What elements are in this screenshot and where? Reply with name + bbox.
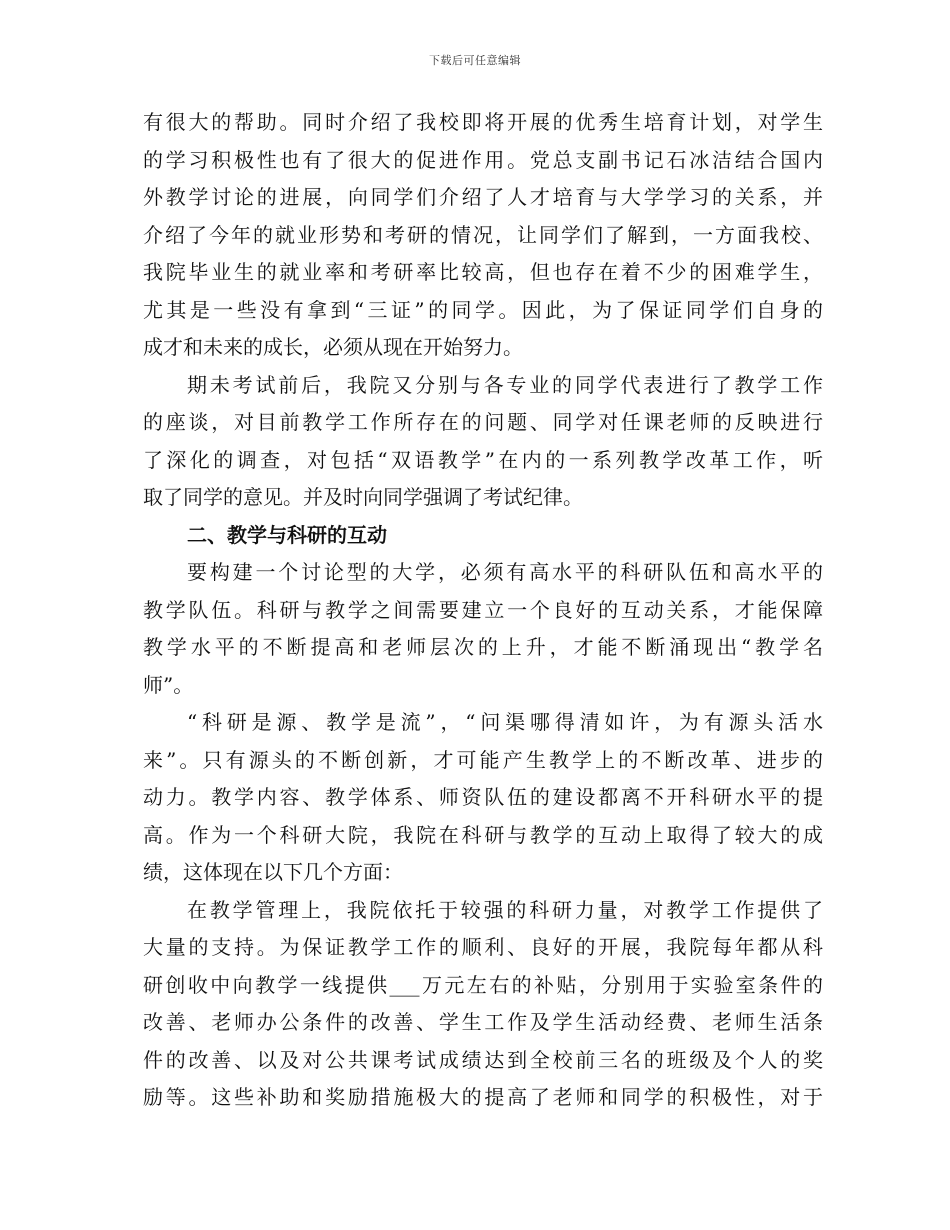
text-line: 成才和未来的成长，必须从现在开始努力。 <box>143 335 523 359</box>
text-line: 的学习积极性也有了很大的促进作用。党总支副书记石冰洁结合国内 <box>143 147 823 172</box>
text-line: 高。作为一个科研大院，我院在科研与教学的互动上取得了较大的成 <box>143 822 823 847</box>
paragraph <box>143 367 823 517</box>
paragraph <box>143 704 823 892</box>
text-line: 大量的支持。为保证教学工作的顺利、良好的开展，我院每年都从科 <box>143 935 823 959</box>
text-line: 外教学讨论的进展，向同学们介绍了人才培育与大学学习的关系，并 <box>143 185 823 209</box>
text-line: 改善、老师办公条件的改善、学生工作及学生活动经费、老师生活条 <box>143 1010 823 1034</box>
paragraph <box>143 554 823 704</box>
text-line: 件的改善、以及对公共课考试成绩达到全校前三名的班级及个人的奖 <box>143 1047 823 1072</box>
document-body <box>143 104 823 1117</box>
text-line: 要构建一个讨论型的大学，必须有高水平的科研队伍和高水平的 <box>187 560 823 584</box>
text-line: 研创收中向教学一线提供___万元左右的补贴，分别用于实验室条件的 <box>143 972 823 997</box>
paragraph <box>143 104 823 367</box>
page-header: 下载后可任意编辑 <box>429 54 521 67</box>
text-line: 的座谈，对目前教学工作所存在的问题、同学对任课老师的反映进行 <box>143 410 823 434</box>
section-heading <box>143 517 823 555</box>
paragraph <box>143 892 823 1117</box>
text-line: 教学水平的不断提高和老师层次的上升，才能不断涌现出“教学名 <box>143 635 823 659</box>
text-line: 励等。这些补助和奖励措施极大的提高了老师和同学的积极性，对于 <box>143 1085 823 1109</box>
text-line: 师”。 <box>143 672 194 697</box>
text-line: 来”。只有源头的不断创新，才可能产生教学上的不断改革、进步的 <box>143 747 823 772</box>
text-line: 期未考试前后，我院又分别与各专业的同学代表进行了教学工作 <box>187 372 823 397</box>
text-line: 我院毕业生的就业率和考研率比较高，但也存在着不少的困难学生， <box>143 260 823 284</box>
text-line: 教学队伍。科研与教学之间需要建立一个良好的互动关系，才能保障 <box>143 597 823 622</box>
text-line: 取了同学的意见。并及时向同学强调了考试纪律。 <box>143 485 583 509</box>
text-line: 动力。教学内容、教学体系、师资队伍的建设都离不开科研水平的提 <box>143 785 823 809</box>
text-line: 介绍了今年的就业形势和考研的情况，让同学们了解到，一方面我校、 <box>143 222 823 247</box>
text-line: “科研是源、教学是流”，“问渠哪得清如许，为有源头活水 <box>187 710 823 734</box>
text-line: 了深化的调查，对包括“双语教学”在内的一系列教学改革工作，听 <box>143 447 823 472</box>
text-line: 有很大的帮助。同时介绍了我校即将开展的优秀生培育计划，对学生 <box>143 110 823 134</box>
text-line: 在教学管理上，我院依托于较强的科研力量，对教学工作提供了 <box>187 897 823 922</box>
text-line: 绩，这体现在以下几个方面： <box>143 860 403 884</box>
heading-text: 二、教学与科研的互动 <box>187 522 387 547</box>
text-line: 尤其是一些没有拿到“三证”的同学。因此，为了保证同学们自身的 <box>143 297 823 322</box>
